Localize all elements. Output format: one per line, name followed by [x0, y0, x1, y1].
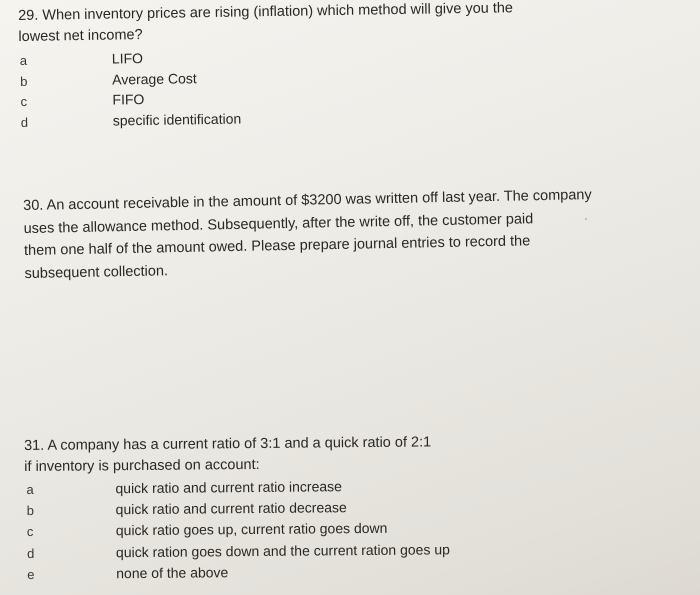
question-text-line: if inventory is purchased on account:: [24, 456, 260, 475]
question-31: [24, 432, 450, 585]
question-text-line: them one half of the amount owed. Please prepare journal entries to record the: [23, 233, 531, 259]
choice-letter: d: [20, 114, 29, 130]
choice-text: quick ratio goes up, current ratio goes down: [115, 520, 388, 539]
choice-text: FIFO: [112, 91, 145, 108]
question-text-line: uses the allowance method. Subsequently, after the write off, the customer paid: [23, 210, 534, 237]
answer-choice-d: [25, 539, 450, 564]
answer-choices: [24, 475, 450, 585]
choice-letter: a: [26, 481, 34, 497]
question-text-line: subsequent collection.: [24, 262, 169, 282]
choice-text: quick ratio and current ratio increase: [115, 478, 342, 497]
choice-letter: b: [20, 73, 28, 89]
choice-text: LIFO: [111, 50, 144, 67]
question-text-line: 29. When inventory prices are rising (inflation) which method will give you the: [18, 0, 514, 24]
choice-letter: e: [27, 566, 35, 582]
choice-letter: c: [20, 93, 28, 109]
question-30: [23, 184, 593, 285]
choice-letter: b: [26, 503, 34, 519]
paper-speck: [585, 218, 587, 220]
choice-letter: d: [26, 545, 35, 561]
answer-choice-e: [25, 560, 450, 585]
choice-text: quick ratio and current ratio decrease: [115, 499, 347, 518]
choice-text: Average Cost: [112, 69, 197, 88]
choice-letter: c: [26, 524, 34, 540]
question-text-line: 30. An account receivable in the amount of $3200 was written off last year. The company: [23, 187, 592, 214]
choice-text: specific identification: [112, 110, 242, 129]
choice-text: quick ration goes down and the current ration goes up: [115, 540, 450, 560]
question-text-line: lowest net income?: [18, 27, 143, 45]
answer-choices: [19, 42, 515, 132]
choice-letter: a: [19, 52, 28, 68]
choice-text: none of the above: [116, 563, 229, 581]
question-text-line: 31. A company has a current ratio of 3:1 and a quick ratio of 2:1: [24, 434, 432, 454]
question-29: [18, 0, 515, 132]
